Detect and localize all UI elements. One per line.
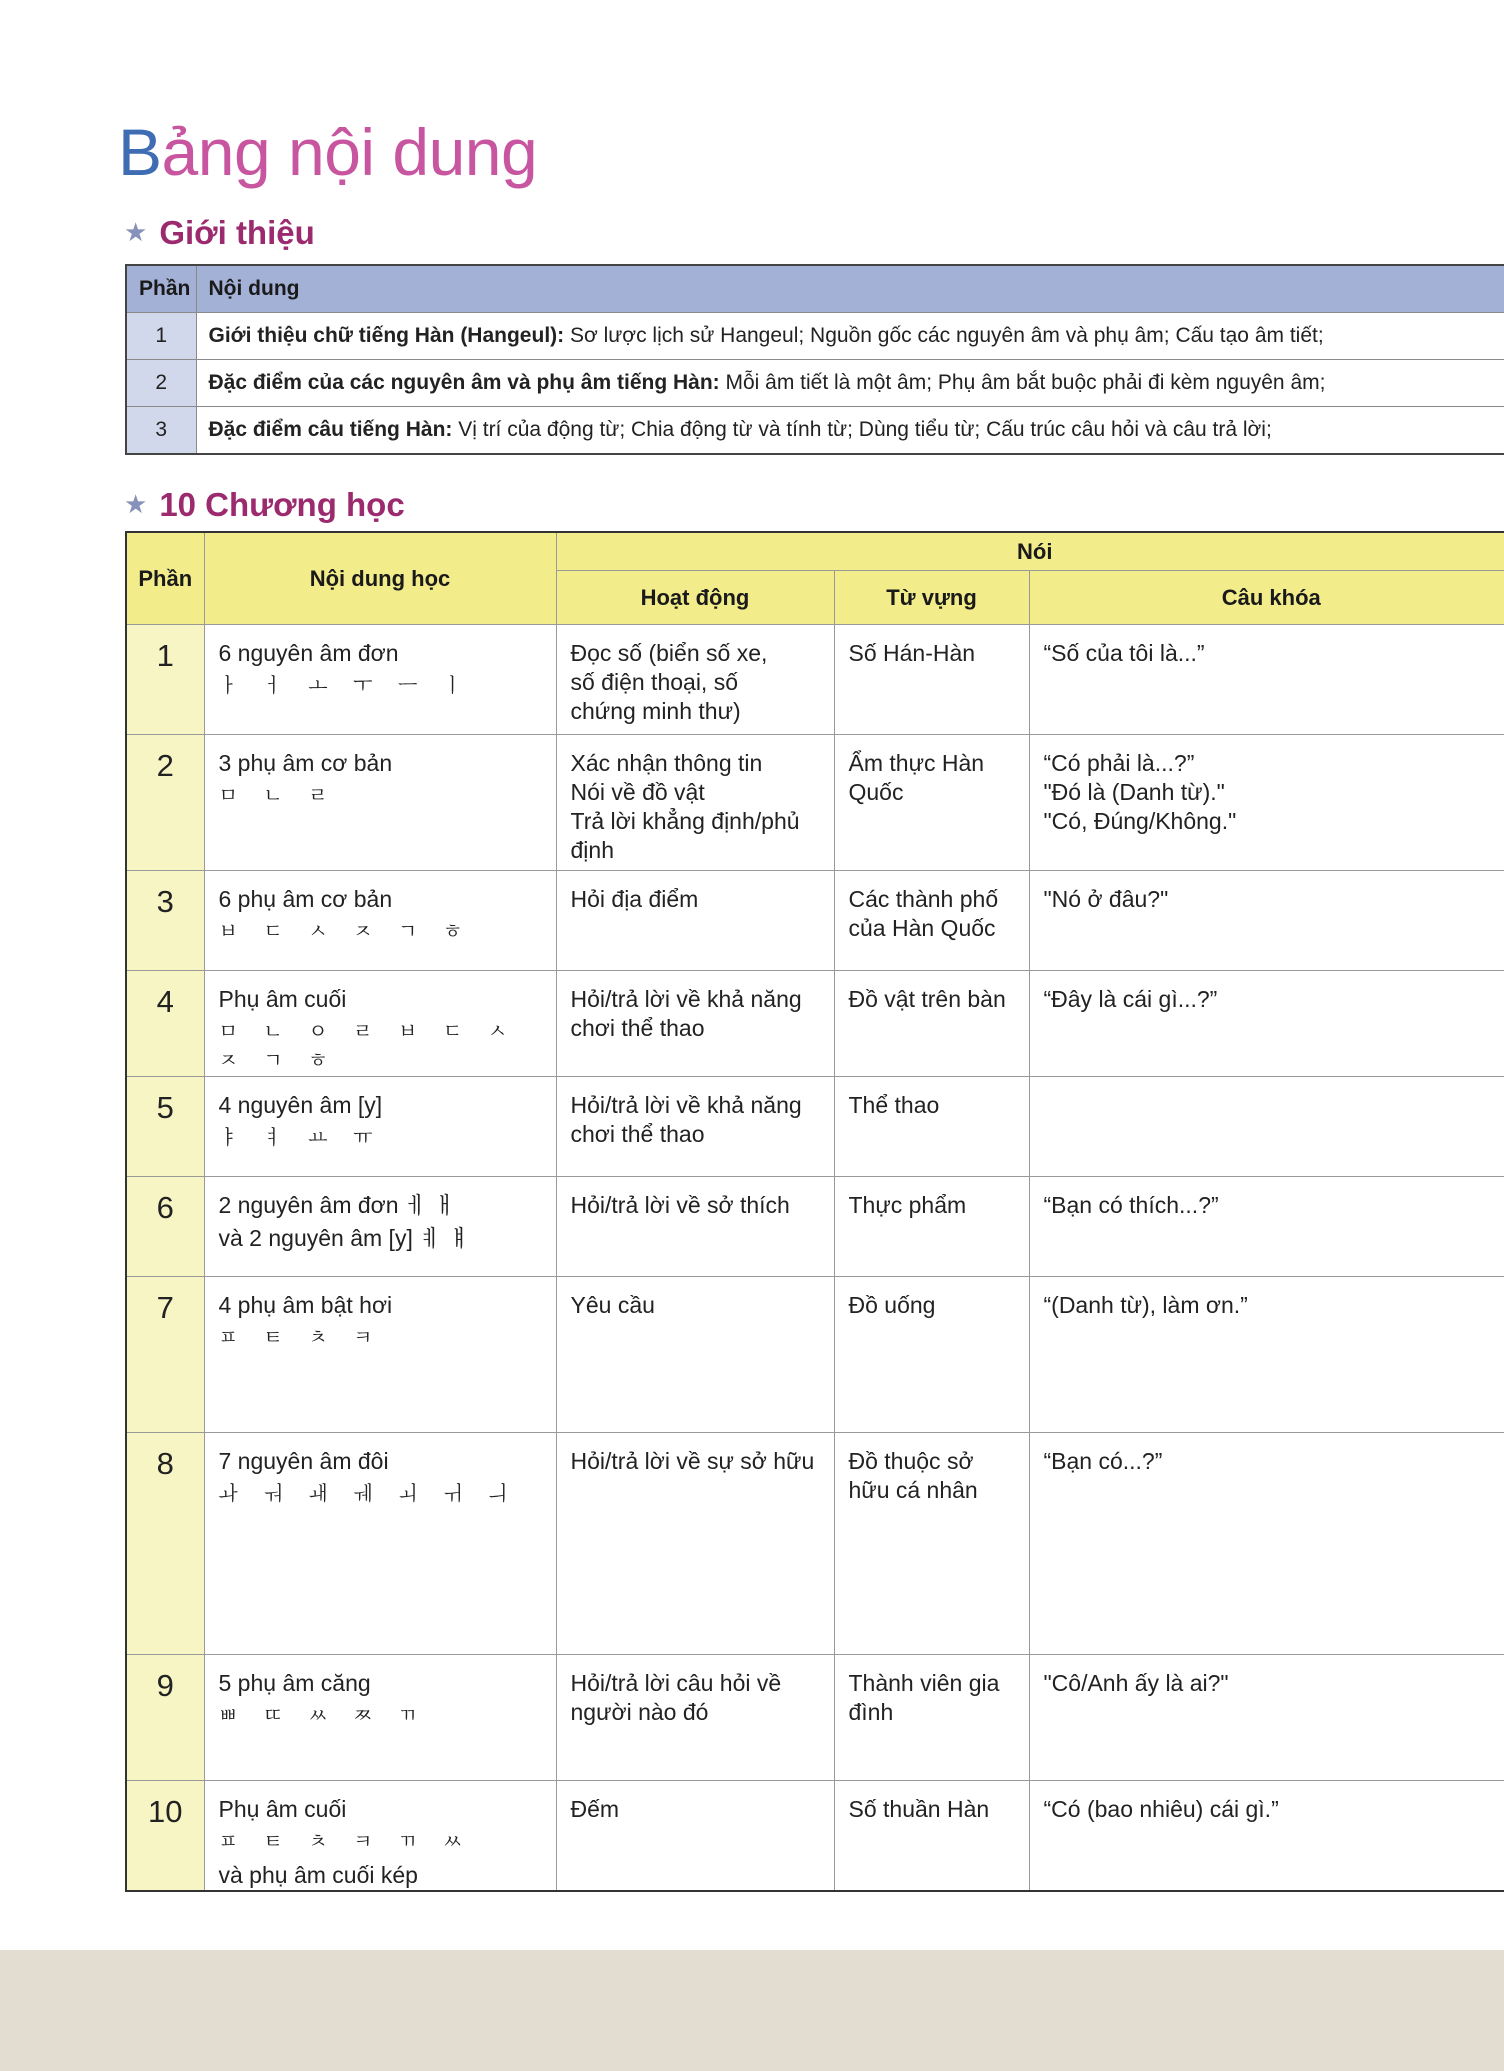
chapter-row bbox=[126, 1276, 1504, 1432]
key-phrase-line: "Có, Đúng/Không." bbox=[1043, 807, 1237, 834]
chapter-content-title: 5 phụ âm căng bbox=[218, 1669, 371, 1696]
chapter-hangeul-letters: ㅘ ㅝ ㅙ ㅞ ㅚ ㅟ ㅢ bbox=[218, 1482, 518, 1505]
chapters-header-row-1 bbox=[126, 532, 1504, 570]
activity-line: số điện thoại, số bbox=[570, 668, 739, 695]
star-icon: ★ bbox=[124, 489, 148, 519]
activity-line: Hỏi/trả lời về khả năng bbox=[570, 1091, 802, 1118]
intro-row-detail: Mỗi âm tiết là một âm; Phụ âm bắt buộc phải đi kèm nguyên âm; bbox=[719, 371, 1326, 394]
chapter-key-phrase bbox=[1029, 1654, 1504, 1780]
chapter-content-title: Phụ âm cuối bbox=[218, 1795, 347, 1822]
vocab-line: Các thành phố bbox=[848, 885, 999, 912]
intro-row bbox=[126, 313, 1504, 360]
intro-row-detail: Vị trí của động từ; Chia động từ và tính từ; Dùng tiểu từ; Cấu trúc câu hỏi và câu trả lời; bbox=[452, 418, 1272, 441]
activity-line: Hỏi/trả lời về sở thích bbox=[570, 1191, 790, 1218]
chapter-hangeul-letters: ㅍ ㅌ ㅊ ㅋ bbox=[218, 1326, 383, 1349]
vocab-line: Thành viên gia bbox=[848, 1669, 1000, 1696]
chapters-header-vocab: Từ vựng bbox=[834, 570, 1029, 624]
activity-line: Đếm bbox=[570, 1795, 620, 1822]
intro-row bbox=[126, 360, 1504, 407]
activity-line: Yêu cầu bbox=[570, 1291, 655, 1318]
key-phrase-line: “Số của tôi là...” bbox=[1043, 639, 1205, 666]
chapter-number: 4 bbox=[126, 970, 204, 1076]
chapter-hangeul-letters: ㅍ ㅌ ㅊ ㅋ ㄲ ㅆ bbox=[218, 1830, 473, 1853]
vocab-line: Số thuần Hàn bbox=[848, 1795, 990, 1822]
activity-line: Hỏi/trả lời câu hỏi về bbox=[570, 1669, 782, 1696]
chapter-vocab bbox=[834, 1176, 1029, 1276]
activity-line: Hỏi địa điểm bbox=[570, 885, 699, 912]
chapter-content bbox=[204, 1654, 556, 1780]
chapter-activity bbox=[556, 1780, 834, 1891]
chapter-activity bbox=[556, 1176, 834, 1276]
chapters-header-activity: Hoạt động bbox=[556, 570, 834, 624]
chapter-key-phrase bbox=[1029, 970, 1504, 1076]
chapter-content-title: 4 phụ âm bật hơi bbox=[218, 1291, 393, 1318]
intro-row-part: 2 bbox=[126, 360, 196, 407]
chapter-vocab bbox=[834, 870, 1029, 970]
chapter-vocab bbox=[834, 1780, 1029, 1891]
chapter-row bbox=[126, 1076, 1504, 1176]
chapter-number: 9 bbox=[126, 1654, 204, 1780]
intro-row-part: 3 bbox=[126, 407, 196, 455]
chapter-activity bbox=[556, 624, 834, 734]
activity-line: Nói về đồ vật bbox=[570, 778, 705, 805]
chapter-vocab bbox=[834, 734, 1029, 870]
intro-row-topic: Đặc điểm câu tiếng Hàn: bbox=[208, 418, 453, 441]
chapter-vocab bbox=[834, 624, 1029, 734]
chapter-activity bbox=[556, 970, 834, 1076]
chapter-key-phrase bbox=[1029, 1432, 1504, 1654]
intro-row-content bbox=[196, 360, 1504, 407]
chapter-content bbox=[204, 970, 556, 1076]
intro-row-detail: Sơ lược lịch sử Hangeul; Nguồn gốc các nguyên âm và phụ âm; Cấu tạo âm tiết; bbox=[564, 324, 1324, 347]
chapter-row bbox=[126, 870, 1504, 970]
intro-row-content bbox=[196, 313, 1504, 360]
vocab-line: của Hàn Quốc bbox=[848, 914, 996, 941]
chapter-content-title: Phụ âm cuối bbox=[218, 985, 347, 1012]
chapter-row bbox=[126, 970, 1504, 1076]
chapter-activity bbox=[556, 734, 834, 870]
intro-row-content bbox=[196, 407, 1504, 455]
vocab-line: Thể thao bbox=[848, 1091, 940, 1118]
key-phrase-line: “(Danh từ), làm ơn.” bbox=[1043, 1291, 1248, 1318]
vocab-line: đình bbox=[848, 1698, 894, 1725]
intro-row-part: 1 bbox=[126, 313, 196, 360]
chapter-key-phrase bbox=[1029, 1276, 1504, 1432]
chapter-key-phrase bbox=[1029, 624, 1504, 734]
vocab-line: hữu cá nhân bbox=[848, 1476, 978, 1503]
chapter-activity bbox=[556, 1654, 834, 1780]
vocab-line: Đồ thuộc sở bbox=[848, 1447, 974, 1474]
chapter-key-phrase bbox=[1029, 870, 1504, 970]
chapters-heading: ★ 10 Chương học bbox=[124, 486, 405, 523]
chapter-row bbox=[126, 1432, 1504, 1654]
chapter-number: 3 bbox=[126, 870, 204, 970]
chapter-vocab bbox=[834, 1432, 1029, 1654]
chapter-row bbox=[126, 1780, 1504, 1891]
activity-line: Đọc số (biển số xe, bbox=[570, 639, 768, 666]
key-phrase-line: "Cô/Anh ấy là ai?" bbox=[1043, 1669, 1229, 1696]
chapter-hangeul-letters: ㅁ ㄴ ㅇ ㄹ ㅂ ㄷ ㅅ ㅈ ㄱ ㅎ bbox=[218, 1020, 518, 1072]
chapters-header-part: Phần bbox=[126, 532, 204, 624]
chapter-content-title: 2 nguyên âm đơn ㅔ ㅐ bbox=[218, 1191, 456, 1218]
chapter-content bbox=[204, 1076, 556, 1176]
chapter-content-extra: và 2 nguyên âm [y] ㅖ ㅒ bbox=[218, 1224, 471, 1251]
chapters-table bbox=[125, 531, 1504, 1892]
chapter-content bbox=[204, 1276, 556, 1432]
intro-header-row bbox=[126, 265, 1504, 313]
chapter-activity bbox=[556, 870, 834, 970]
chapter-activity bbox=[556, 1432, 834, 1654]
chapter-content bbox=[204, 870, 556, 970]
page-title: Bảng nội dung bbox=[118, 115, 538, 189]
intro-header-part: Phần bbox=[126, 265, 196, 313]
chapter-number: 10 bbox=[126, 1780, 204, 1891]
chapter-number: 8 bbox=[126, 1432, 204, 1654]
chapter-content-title: 6 phụ âm cơ bản bbox=[218, 885, 393, 912]
chapter-key-phrase bbox=[1029, 734, 1504, 870]
vocab-line: Thực phẩm bbox=[848, 1191, 967, 1218]
activity-line: Xác nhận thông tin bbox=[570, 749, 763, 776]
intro-row-topic: Đặc điểm của các nguyên âm và phụ âm tiếng Hàn: bbox=[208, 371, 720, 394]
chapter-activity bbox=[556, 1076, 834, 1176]
chapter-number: 5 bbox=[126, 1076, 204, 1176]
chapter-content-title: 7 nguyên âm đôi bbox=[218, 1447, 389, 1474]
chapter-content bbox=[204, 624, 556, 734]
chapters-header-key: Câu khóa bbox=[1029, 570, 1504, 624]
chapter-content bbox=[204, 1176, 556, 1276]
chapter-row bbox=[126, 734, 1504, 870]
chapter-number: 6 bbox=[126, 1176, 204, 1276]
chapter-activity bbox=[556, 1276, 834, 1432]
intro-row-topic: Giới thiệu chữ tiếng Hàn (Hangeul): bbox=[208, 324, 565, 347]
activity-line: chơi thể thao bbox=[570, 1120, 705, 1147]
key-phrase-line: “Đây là cái gì...?” bbox=[1043, 985, 1218, 1012]
vocab-line: Quốc bbox=[848, 778, 904, 805]
intro-header-content: Nội dung bbox=[196, 265, 1504, 313]
chapter-hangeul-letters: ㅃ ㄸ ㅆ ㅉ ㄲ bbox=[218, 1704, 428, 1727]
chapter-number: 1 bbox=[126, 624, 204, 734]
activity-line: Hỏi/trả lời về sự sở hữu bbox=[570, 1447, 815, 1474]
key-phrase-line: "Đó là (Danh từ)." bbox=[1043, 778, 1225, 805]
chapter-vocab bbox=[834, 1654, 1029, 1780]
chapters-header-speaking: Nói bbox=[556, 532, 1504, 570]
star-icon: ★ bbox=[124, 217, 148, 247]
key-phrase-line: “Bạn có...?” bbox=[1043, 1447, 1163, 1474]
chapter-vocab bbox=[834, 1276, 1029, 1432]
chapter-content-title: 4 nguyên âm [y] bbox=[218, 1091, 383, 1118]
activity-line: người nào đó bbox=[570, 1698, 709, 1725]
chapter-vocab bbox=[834, 970, 1029, 1076]
key-phrase-line: “Có (bao nhiêu) cái gì.” bbox=[1043, 1795, 1279, 1822]
chapter-content-extra: và phụ âm cuối kép bbox=[218, 1861, 418, 1888]
chapter-hangeul-letters: ㅑ ㅕ ㅛ ㅠ bbox=[218, 1126, 383, 1149]
chapter-vocab bbox=[834, 1076, 1029, 1176]
activity-line: chứng minh thư) bbox=[570, 697, 741, 724]
chapter-key-phrase bbox=[1029, 1076, 1504, 1176]
chapter-row bbox=[126, 1176, 1504, 1276]
activity-line: chơi thể thao bbox=[570, 1014, 705, 1041]
chapter-number: 2 bbox=[126, 734, 204, 870]
vocab-line: Đồ vật trên bàn bbox=[848, 985, 1006, 1012]
activity-line: Trả lời khẳng định/phủ bbox=[570, 807, 800, 834]
chapter-hangeul-letters: ㅏ ㅓ ㅗ ㅜ ㅡ ㅣ bbox=[218, 674, 473, 697]
page-bottom-margin bbox=[0, 1950, 1504, 2071]
chapter-content bbox=[204, 734, 556, 870]
chapter-row bbox=[126, 624, 1504, 734]
chapter-content-title: 6 nguyên âm đơn bbox=[218, 639, 399, 666]
activity-line: Hỏi/trả lời về khả năng bbox=[570, 985, 802, 1012]
intro-table bbox=[125, 264, 1504, 455]
chapter-content-title: 3 phụ âm cơ bản bbox=[218, 749, 393, 776]
vocab-line: Số Hán-Hàn bbox=[848, 639, 976, 666]
key-phrase-line: “Có phải là...?” bbox=[1043, 749, 1195, 776]
vocab-line: Đồ uống bbox=[848, 1291, 936, 1318]
intro-heading: ★ Giới thiệu bbox=[124, 214, 315, 251]
chapter-key-phrase bbox=[1029, 1780, 1504, 1891]
intro-row bbox=[126, 407, 1504, 455]
chapters-header-content: Nội dung học bbox=[204, 532, 556, 624]
chapter-key-phrase bbox=[1029, 1176, 1504, 1276]
chapter-number: 7 bbox=[126, 1276, 204, 1432]
chapter-hangeul-letters: ㅁ ㄴ ㄹ bbox=[218, 784, 338, 807]
chapter-content bbox=[204, 1780, 556, 1891]
key-phrase-line: "Nó ở đâu?" bbox=[1043, 885, 1169, 912]
chapter-hangeul-letters: ㅂ ㄷ ㅅ ㅈ ㄱ ㅎ bbox=[218, 920, 473, 943]
key-phrase-line: “Bạn có thích...?” bbox=[1043, 1191, 1219, 1218]
chapter-content bbox=[204, 1432, 556, 1654]
chapter-row bbox=[126, 1654, 1504, 1780]
vocab-line: Ẩm thực Hàn bbox=[848, 749, 985, 776]
activity-line: định bbox=[570, 836, 614, 863]
